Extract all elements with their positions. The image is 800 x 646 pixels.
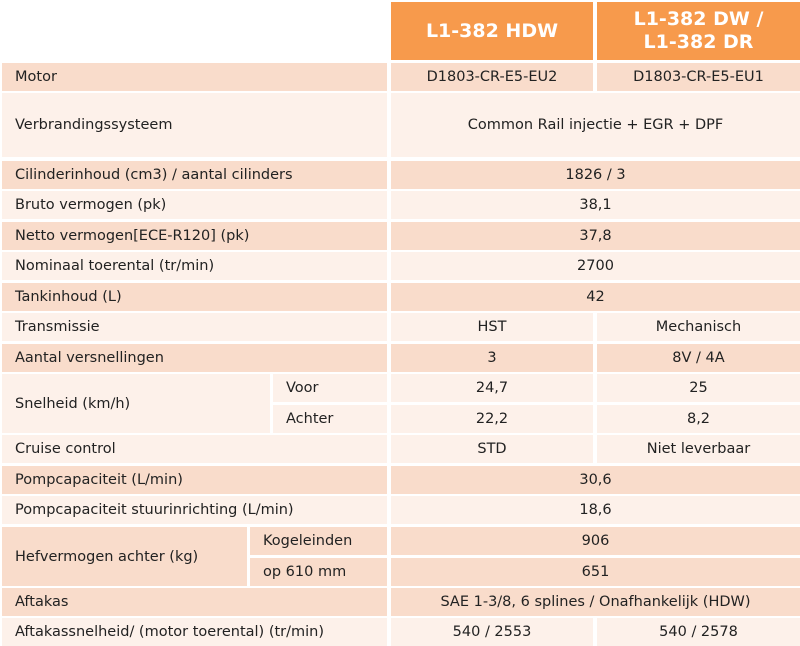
row-hef-kogel-label-text: Kogeleinden [263, 533, 353, 549]
row-snelheid-achter-dw [597, 405, 800, 433]
row-transmissie-hdw-text: HST [477, 319, 507, 335]
row-verbranding-value-text: Common Rail injectie + EGR + DPF [467, 117, 724, 133]
row-versnellingen-dw [597, 344, 800, 372]
row-pomp-label-text: Pompcapaciteit (L/min) [15, 472, 183, 488]
row-aftakas-value [391, 588, 800, 616]
row-motor-label [2, 63, 387, 91]
row-toerental-value-text: 2700 [577, 258, 614, 274]
row-snelheid-achter-label [273, 405, 387, 433]
row-netto-label-text: Netto vermogen[ECE-R120] (pk) [15, 228, 250, 244]
row-bruto-value-text: 38,1 [579, 197, 612, 213]
row-aftakas-label-text: Aftakas [15, 594, 69, 610]
row-motor-dw [597, 63, 800, 91]
row-versnellingen-label-text: Aantal versnellingen [15, 350, 164, 366]
row-tank-value [391, 283, 800, 311]
row-tank-label [2, 283, 387, 311]
row-transmissie-hdw [391, 313, 593, 341]
row-cilinder-label [2, 161, 387, 189]
row-hef-op610-label [250, 558, 387, 586]
row-pomp-value-text: 30,6 [579, 472, 612, 488]
row-netto-label [2, 222, 387, 250]
row-snelheid-voor-label-text: Voor [286, 380, 319, 396]
row-cruise-dw [597, 435, 800, 463]
row-pompstuur-value-text: 18,6 [579, 502, 612, 518]
header-model-dw-text: L1-382 DW / [633, 8, 764, 30]
row-hef-op610-value [391, 558, 800, 586]
row-aftaksnel-dw-text: 540 / 2578 [659, 624, 738, 640]
row-aftaksnel-dw [597, 618, 800, 646]
row-hef-op610-label-text: op 610 mm [263, 564, 347, 580]
row-snelheid-label [2, 374, 270, 433]
row-transmissie-dw-text: Mechanisch [655, 319, 742, 335]
row-aftaksnel-hdw [391, 618, 593, 646]
row-bruto-value [391, 191, 800, 219]
row-tank-value-text: 42 [586, 289, 605, 305]
header-model-hdw-text: L1-382 HDW [425, 19, 559, 42]
row-versnellingen-dw-text: 8V / 4A [672, 350, 725, 366]
header-model-dw-dr-text [634, 8, 764, 54]
row-cruise-label [2, 435, 387, 463]
row-pomp-label [2, 466, 387, 494]
row-snelheid-voor-dw [597, 374, 800, 402]
row-aftakas-label [2, 588, 387, 616]
row-pompstuur-label [2, 496, 387, 524]
row-netto-value-text: 37,8 [579, 228, 612, 244]
row-aftaksnel-hdw-text: 540 / 2553 [452, 624, 532, 640]
row-motor-dw-text: D1803-CR-E5-EU1 [633, 69, 764, 85]
row-cruise-hdw [391, 435, 593, 463]
row-verbranding-label-text: Verbrandingssysteem [15, 117, 173, 133]
row-cruise-label-text: Cruise control [15, 441, 116, 457]
row-toerental-value [391, 252, 800, 280]
row-cruise-hdw-text: STD [477, 441, 507, 457]
row-versnellingen-label [2, 344, 387, 372]
row-netto-value [391, 222, 800, 250]
row-hef-kogel-value [391, 527, 800, 555]
row-transmissie-dw [597, 313, 800, 341]
row-toerental-label-text: Nominaal toerental (tr/min) [15, 258, 215, 274]
row-versnellingen-hdw [391, 344, 593, 372]
row-pomp-value [391, 466, 800, 494]
row-motor-label-text: Motor [15, 69, 57, 85]
row-snelheid-voor-dw-text: 25 [689, 380, 708, 396]
header-model-hdw [391, 2, 593, 60]
row-pompstuur-value [391, 496, 800, 524]
row-verbranding-label [2, 93, 387, 157]
row-hef-kogel-label [250, 527, 387, 555]
row-toerental-label [2, 252, 387, 280]
row-hef-label [2, 527, 247, 586]
row-pompstuur-label-text: Pompcapaciteit stuurinrichting (L/min) [15, 502, 294, 518]
row-snelheid-achter-dw-text: 8,2 [686, 411, 711, 427]
row-aftaksnel-label [2, 618, 387, 646]
row-snelheid-voor-label [273, 374, 387, 402]
row-cruise-dw-text: Niet leverbaar [646, 441, 751, 457]
row-cilinder-label-text: Cilinderinhoud (cm3) / aantal cilinders [15, 167, 293, 183]
header-model-dw-dr [597, 2, 800, 60]
header-model-dr-text: L1-382 DR [643, 31, 754, 53]
row-aftaksnel-label-text: Aftakassnelheid/ (motor toerental) (tr/min) [15, 624, 325, 640]
row-snelheid-label-text: Snelheid (km/h) [15, 395, 131, 412]
row-hef-kogel-value-text: 906 [581, 533, 610, 549]
row-bruto-label [2, 191, 387, 219]
row-snelheid-voor-hdw [391, 374, 593, 402]
row-cilinder-value [391, 161, 800, 189]
row-snelheid-achter-hdw-text: 22,2 [475, 411, 509, 427]
row-transmissie-label-text: Transmissie [15, 319, 100, 335]
row-cilinder-value-text: 1826 / 3 [565, 167, 626, 183]
row-tank-label-text: Tankinhoud (L) [15, 289, 122, 305]
row-hef-op610-value-text: 651 [581, 564, 610, 580]
row-verbranding-value [391, 93, 800, 157]
row-bruto-label-text: Bruto vermogen (pk) [15, 197, 167, 213]
row-snelheid-achter-hdw [391, 405, 593, 433]
row-snelheid-achter-label-text: Achter [286, 411, 334, 427]
row-transmissie-label [2, 313, 387, 341]
row-motor-hdw [391, 63, 593, 91]
row-versnellingen-hdw-text: 3 [487, 350, 497, 366]
row-aftakas-value-text: SAE 1-3/8, 6 splines / Onafhankelijk (HDW) [440, 594, 751, 610]
row-snelheid-voor-hdw-text: 24,7 [475, 380, 509, 396]
row-motor-hdw-text: D1803-CR-E5-EU2 [426, 69, 558, 85]
row-hef-label-text: Hefvermogen achter (kg) [15, 548, 199, 565]
